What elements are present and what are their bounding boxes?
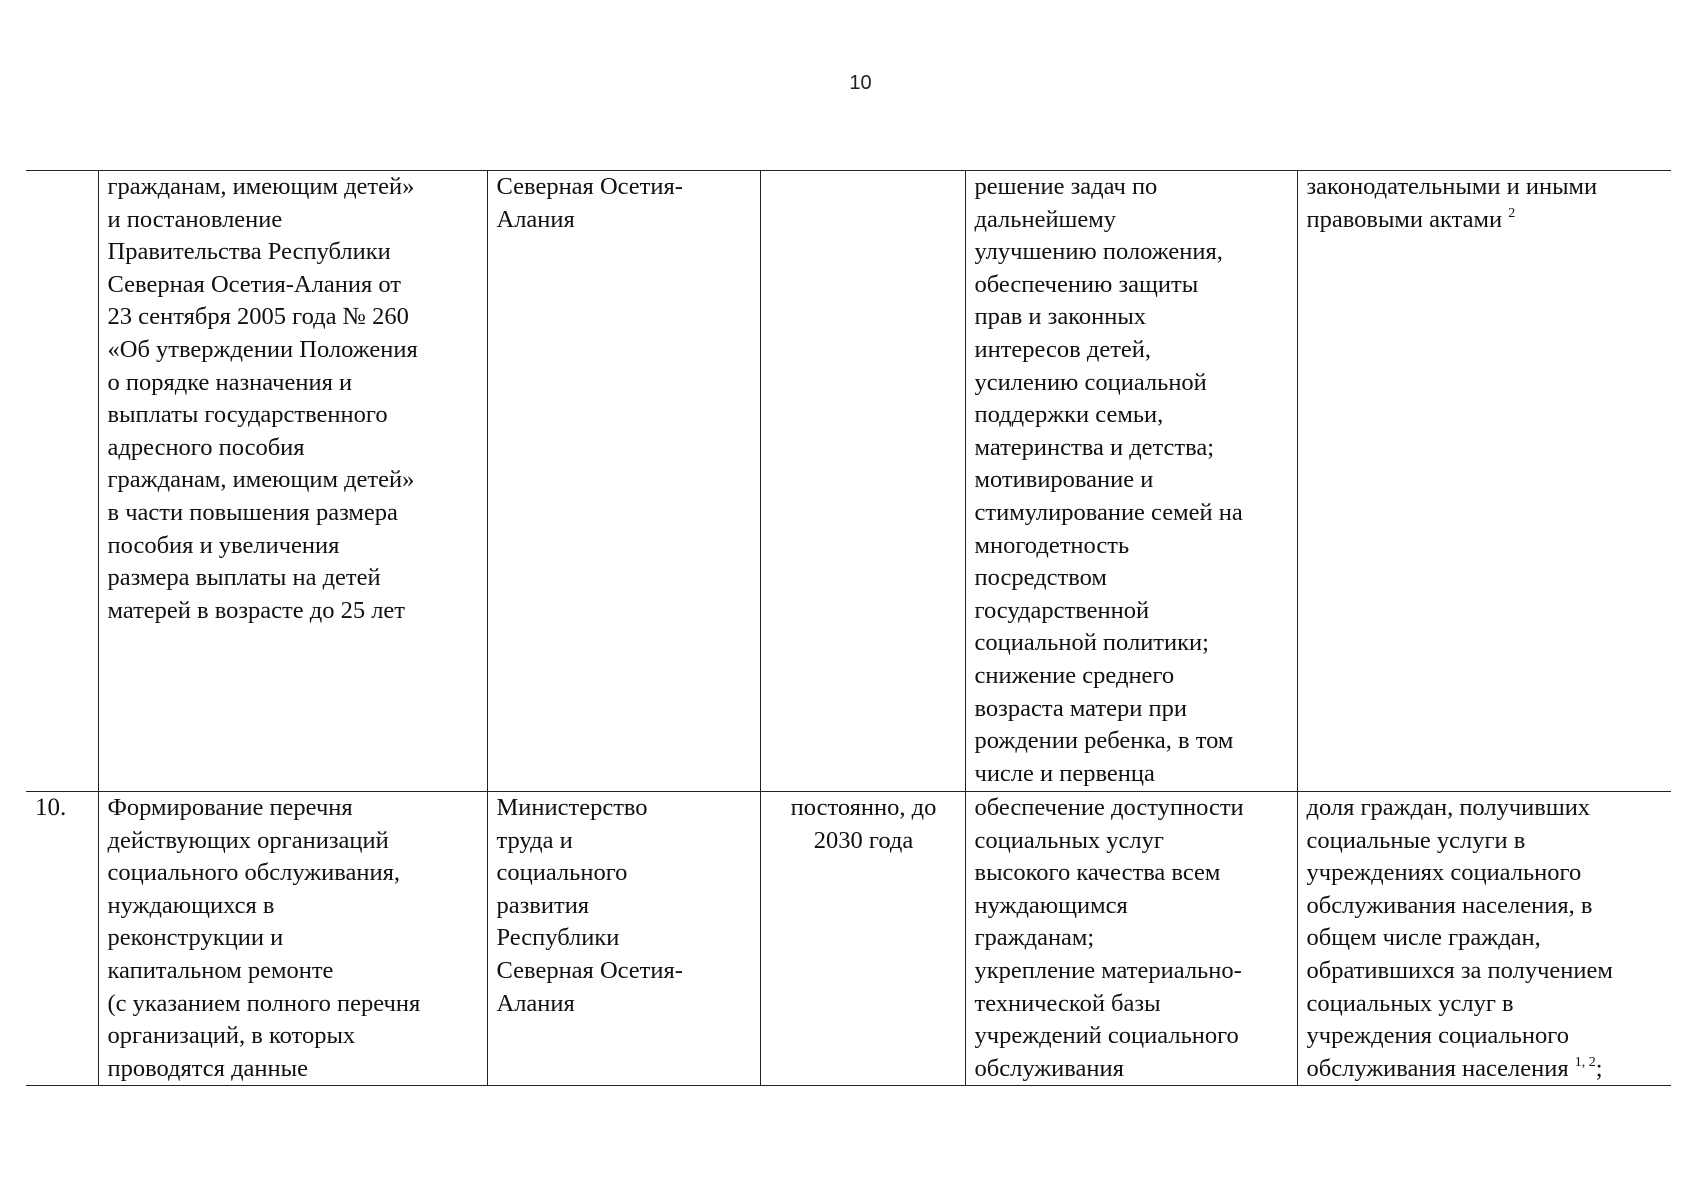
row-number-cell: 10. xyxy=(26,792,98,1086)
page-number: 10 xyxy=(849,72,872,94)
indicator-cell xyxy=(1297,171,1671,792)
result-cell: обеспечение доступности социальных услуг высокого качества всем нуждающимся гражданам; укрепление материально- технической базы учреждений социального обслуживания xyxy=(965,792,1297,1086)
indicator-text: доля граждан, получивших социальные услуги в учреждениях социального обслуживания населения, в общем числе граждан, обратившихся за получением социальных услуг в учреждения социального обслуживания населения xyxy=(1306,794,1613,1082)
measure-cell: Формирование перечня действующих организаций социального обслуживания, нуждающихся в реконструкции и капитальном ремонте (с указанием полного перечня организаций, в которых проводятся данные xyxy=(98,792,487,1086)
executor-cell: Северная Осетия- Алания xyxy=(487,171,760,792)
measure-cell: гражданам, имеющим детей» и постановление Правительства Республики Северная Осетия-Алания от 23 сентября 2005 года № 260 «Об утверждении Положения о порядке назначения и выплаты государственного адресного пособия гражданам, имеющим детей» в части повышения размера пособия и увеличения размера выплаты на детей матерей в возрасте до 25 лет xyxy=(98,171,487,792)
indicator-cell xyxy=(1297,792,1671,1086)
footnote-ref: 2 xyxy=(1508,205,1516,221)
deadline-cell xyxy=(760,171,965,792)
footnote-ref: 1, 2 xyxy=(1574,1054,1596,1070)
row-number-cell xyxy=(26,171,98,792)
executor-cell: Министерство труда и социального развития Республики Северная Осетия- Алания xyxy=(487,792,760,1086)
indicator-tail: ; xyxy=(1595,1054,1603,1082)
indicator-text: законодательными и иными правовыми актами xyxy=(1306,173,1598,233)
table-row xyxy=(26,792,1671,1086)
deadline-cell: постоянно, до 2030 года xyxy=(760,792,965,1086)
table-row xyxy=(26,171,1671,792)
result-cell: решение задач по дальнейшему улучшению положения, обеспечению защиты прав и законных интересов детей, усилению социальной поддержки семьи, материнства и детства; мотивирование и стимулирование семей на многодетность посредством государственной социальной политики; снижение среднего возраста матери при рождении ребенка, в том числе и первенца xyxy=(965,171,1297,792)
measures-table xyxy=(26,170,1671,1086)
